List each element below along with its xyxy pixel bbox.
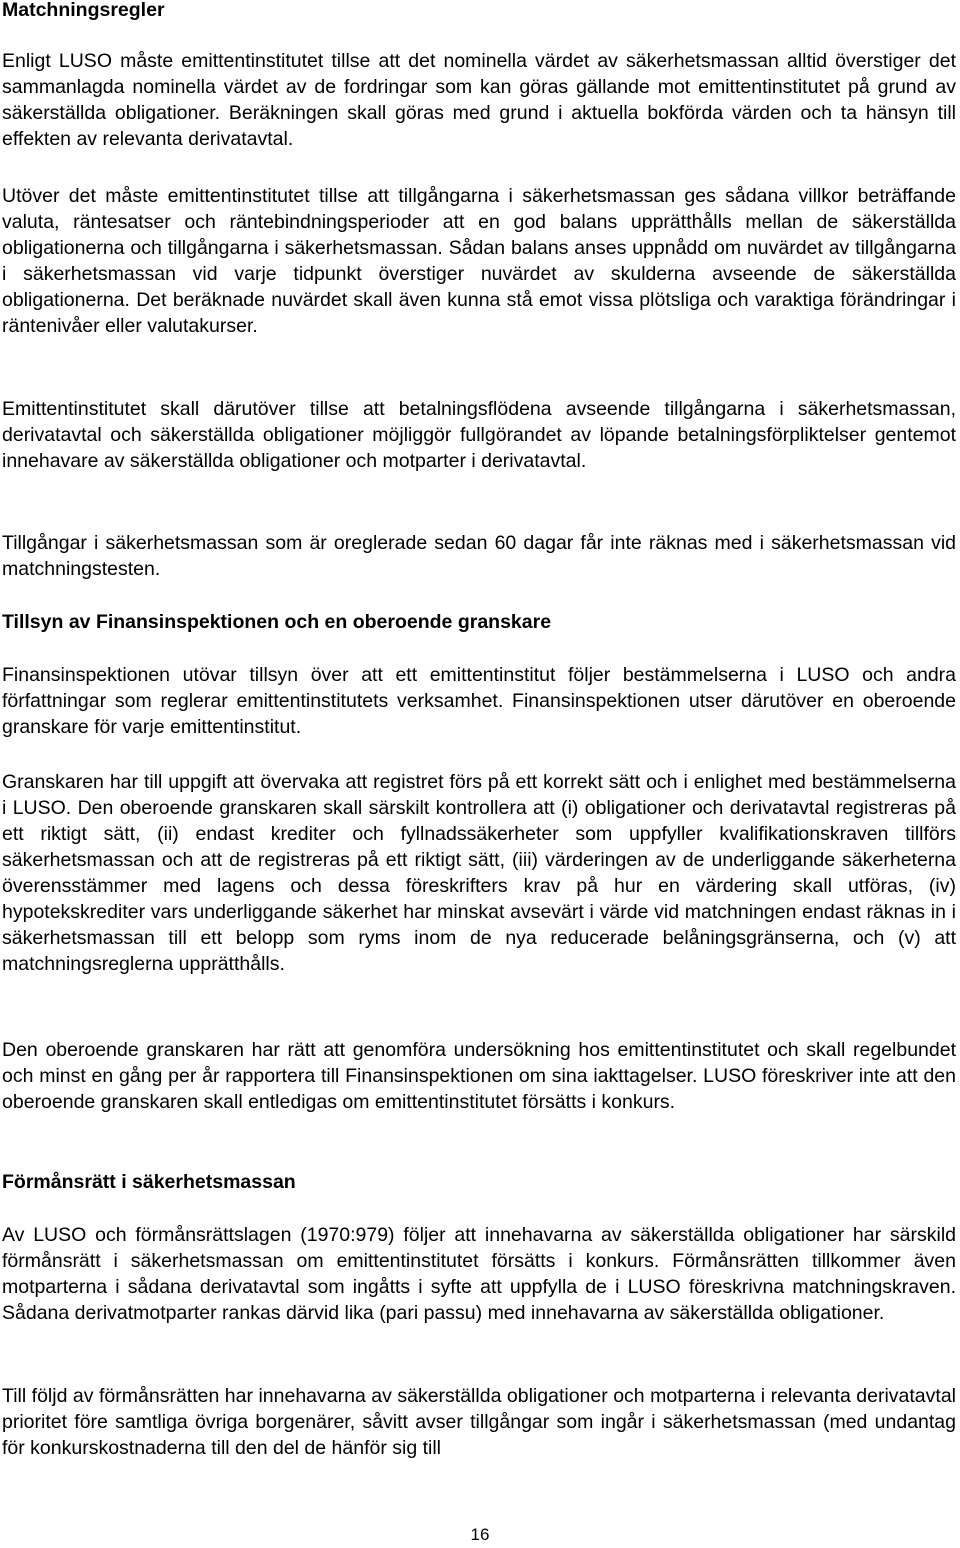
paragraph: Granskaren har till uppgift att övervaka att registret förs på ett korrekt sätt och i enlighet med bestämmelserna i LUSO. Den oberoende granskaren skall särskilt kontrollera att (i) obligationer och derivatavtal registreras på ett riktigt sätt, (ii) endast krediter och fyllnadssäkerheter som uppfyller kvalifikationskraven tillförs säkerhetsmassan och att de registreras på ett riktigt sätt, (iii) värderingen av de underliggande säkerheterna överensstämmer med lagens och dessa föreskrifters krav på hur en värdering skall utföras, (iv) hypotekskrediter vars underliggande säkerhet har minskat avsevärt i värde vid matchningen endast räknas in i säkerhetsmassan till ett belopp som ryms inom de nya reducerade belåningsgränserna, och (v) att matchningsreglerna upprätthålls. (2, 771, 956, 975)
section-heading-matchningsregler: Matchningsregler (2, 0, 165, 21)
paragraph: Till följd av förmånsrätten har innehavarna av säkerställda obligationer och motparterna i relevanta derivatavtal prioritet före samtliga övriga borgenärer, såvitt avser tillgångar som ingår i säkerhetsmassan (med undantag för konkurskostnaderna till den del de hänför sig till (2, 1385, 956, 1459)
paragraph: Utöver det måste emittentinstitutet tillse att tillgångarna i säkerhetsmassan ges sådana villkor beträffande valuta, räntesatser och räntebindningsperioder att en god balans upprätthålls mellan de säkerställda obligationerna och tillgångarna i säkerhetsmassan. Sådan balans anses uppnådd om nuvärdet av tillgångarna i säkerhetsmassan vid varje tidpunkt överstiger nuvärdet av skulderna avseende de säkerställda obligationerna. Det beräknade nuvärdet skall även kunna stå emot vissa plötsliga och varaktiga förändringar i räntenivåer eller valutakurser. (2, 185, 956, 337)
paragraph: Emittentinstitutet skall därutöver tillse att betalningsflödena avseende tillgångarna i säkerhetsmassan, derivatavtal och säkerställda obligationer möjliggör fullgörandet av löpande betalningsförpliktelser gentemot innehavare av säkerställda obligationer och motparter i derivatavtal. (2, 398, 956, 472)
section-heading-formansratt: Förmånsrätt i säkerhetsmassan (2, 1171, 296, 1193)
paragraph: Av LUSO och förmånsrättslagen (1970:979) följer att innehavarna av säkerställda obligationer har särskild förmånsrätt i säkerhetsmassan om emittentinstitutet försätts i konkurs. Förmånsrätten tillkommer även motparterna i sådana derivatavtal som ingåtts i syfte att uppfylla de i LUSO föreskrivna matchningskraven. Sådana derivatmotparter rankas därvid lika (pari passu) med innehavarna av säkerställda obligationer. (2, 1224, 956, 1324)
paragraph: Enligt LUSO måste emittentinstitutet tillse att det nominella värdet av säkerhetsmassan alltid överstiger det sammanlagda nominella värdet av de fordringar som kan göras gällande mot emittentinstitutet på grund av säkerställda obligationer. Beräkningen skall göras med grund i aktuella bokförda värden och ta hänsyn till effekten av relevanta derivatavtal. (2, 50, 956, 150)
paragraph: Tillgångar i säkerhetsmassan som är oreglerade sedan 60 dagar får inte räknas med i säkerhetsmassan vid matchningstesten. (2, 532, 956, 580)
section-heading-tillsyn: Tillsyn av Finansinspektionen och en oberoende granskare (2, 611, 552, 633)
paragraph: Den oberoende granskaren har rätt att genomföra undersökning hos emittentinstitutet och skall regelbundet och minst en gång per år rapportera till Finansinspektionen om sina iakttagelser. LUSO föreskriver inte att den oberoende granskaren skall entledigas om emittentinstitutet försätts i konkurs. (2, 1039, 956, 1113)
page-number: 16 (470, 1525, 490, 1544)
paragraph: Finansinspektionen utövar tillsyn över att ett emittentinstitut följer bestämmelserna i LUSO och andra författningar som reglerar emittentinstitutets verksamhet. Finansinspektionen utser därutöver en oberoende granskare för varje emittentinstitut. (2, 664, 956, 738)
